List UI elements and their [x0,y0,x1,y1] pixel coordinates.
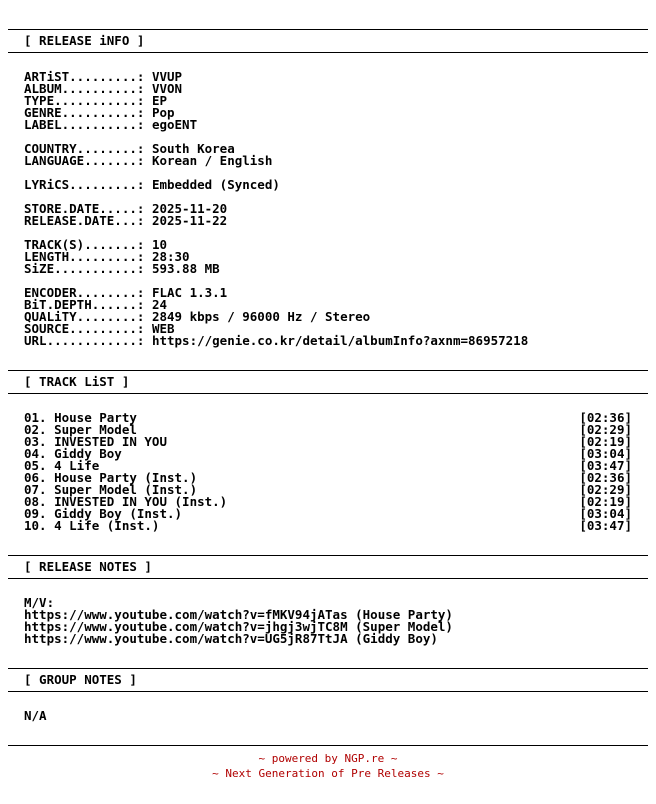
nfo-document [8,0,648,746]
info-key: URL............: [24,333,152,348]
mv-link[interactable]: https://www.youtube.com/watch?v=jhgj3wjTC8M (Super Model) [24,619,453,634]
mv-link[interactable]: https://www.youtube.com/watch?v=fMKV94jATas (House Party) [24,607,453,622]
info-value: WEB [151,321,175,336]
divider [8,745,648,746]
info-key: LYRiCS.........: [24,177,152,192]
release-notes-heading: [ RELEASE NOTES ] [24,559,152,574]
track-title: 06. House Party (Inst.) [24,470,198,485]
mv-link[interactable]: https://www.youtube.com/watch?v=UG5jR87TtJA (Giddy Boy) [24,631,438,646]
info-value: Embedded (Synced) [151,177,280,192]
info-value: FLAC 1.3.1 [151,285,228,300]
footer [0,751,656,781]
group-notes-heading: [ GROUP NOTES ] [24,672,137,687]
info-value: 28:30 [151,249,190,264]
info-key: LENGTH.........: [24,249,152,264]
notes-label: M/V: [24,595,55,610]
track-title: 10. 4 Life (Inst.) [24,518,160,533]
track-title: 04. Giddy Boy [24,446,122,461]
info-key: TRACK(S).......: [24,237,152,252]
info-value: 24 [151,297,167,312]
track-title: 03. INVESTED IN YOU [24,434,167,449]
info-value: Korean / English [151,153,273,168]
track-title: 02. Super Model [24,422,137,437]
info-line [24,179,648,191]
info-key: LABEL..........: [24,117,152,132]
info-value: VVON [151,81,183,96]
track-title: 07. Super Model (Inst.) [24,482,198,497]
info-key: ALBUM..........: [24,81,152,96]
info-line [24,155,648,167]
info-line [24,335,648,347]
footer-powered-by: ~ powered by NGP.re ~ [258,752,398,765]
footer-tagline: ~ Next Generation of Pre Releases ~ [212,767,444,780]
info-key: ENCODER........: [24,285,152,300]
info-key: TYPE...........: [24,93,152,108]
info-key: LANGUAGE.......: [24,153,152,168]
info-value: 593.88 MB [151,261,220,276]
info-key: QUALiTY........: [24,309,152,324]
track-title: 01. House Party [24,410,137,425]
track-title: 09. Giddy Boy (Inst.) [24,506,183,521]
track-duration: [03:04] [579,446,632,461]
info-key: ARTiST.........: [24,69,152,84]
track-duration: [02:36] [579,470,632,485]
info-line [24,119,648,131]
track-list-heading: [ TRACK LiST ] [24,374,130,389]
info-value: 2849 kbps / 96000 Hz / Stereo [151,309,371,324]
track-duration: [02:29] [579,422,632,437]
info-key: COUNTRY........: [24,141,152,156]
track-duration: [02:19] [579,434,632,449]
track-title: 05. 4 Life [24,458,100,473]
info-value: Pop [151,105,175,120]
info-key: SiZE...........: [24,261,152,276]
info-key: GENRE..........: [24,105,152,120]
info-value: 2025-11-22 [151,213,228,228]
release-notes-list [8,597,648,645]
info-line [24,215,648,227]
info-value: VVUP [151,69,183,84]
track-duration: [03:47] [579,518,632,533]
info-line [24,263,648,275]
track-duration: [02:19] [579,494,632,509]
track-title: 08. INVESTED IN YOU (Inst.) [24,494,228,509]
info-value: 10 [151,237,167,252]
track-row [24,448,632,460]
release-info-list [8,71,648,347]
info-key: RELEASE.DATE...: [24,213,152,228]
info-value: https://genie.co.kr/detail/albumInfo?axnm=86957218 [151,333,529,348]
info-key: SOURCE.........: [24,321,152,336]
release-info-heading: [ RELEASE iNFO ] [24,33,145,48]
group-notes-text: N/A [24,708,47,723]
track-list [8,412,648,532]
info-value: South Korea [151,141,235,156]
info-value: 2025-11-20 [151,201,228,216]
info-value: egoENT [151,117,198,132]
info-key: BiT.DEPTH......: [24,297,152,312]
track-duration: [03:04] [579,506,632,521]
info-key: STORE.DATE.....: [24,201,152,216]
track-duration: [03:47] [579,458,632,473]
track-duration: [02:36] [579,410,632,425]
track-duration: [02:29] [579,482,632,497]
track-row [24,520,632,532]
info-value: EP [151,93,167,108]
